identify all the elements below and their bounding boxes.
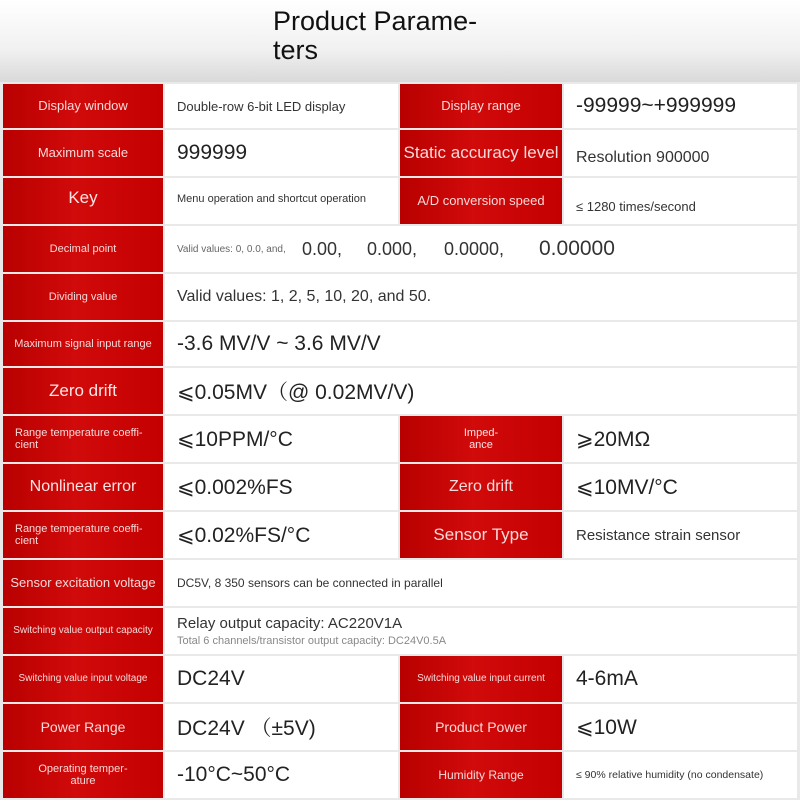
value-range-temperature-coefficient: ⩽10PPM/°C	[165, 416, 398, 462]
value-range-temperature-coefficient-2: ⩽0.02%FS/°C	[165, 512, 398, 558]
label-sensor-type: Sensor Type	[400, 512, 562, 558]
value-zero-drift: ⩽0.05MV（@ 0.02MV/V)	[165, 368, 797, 414]
label-range-temperature-coefficient: Range temperature coeffi- cient	[3, 416, 163, 462]
label-maximum-scale: Maximum scale	[3, 130, 163, 176]
page-header	[0, 0, 800, 82]
label-power-range: Power Range	[3, 704, 163, 750]
label-humidity-range: Humidity Range	[400, 752, 562, 798]
label-zero-drift: Zero drift	[3, 368, 163, 414]
parameters-table	[0, 82, 800, 800]
value-operating-temperature: -10°C~50°C	[165, 752, 398, 798]
label-impedance: Imped- ance	[400, 416, 562, 462]
value-switching-value-output-capacity	[165, 608, 797, 654]
label-key: Key	[3, 178, 163, 224]
label-sensor-excitation-voltage: Sensor excitation voltage	[3, 560, 163, 606]
decimal-value: 0.00,	[302, 238, 343, 259]
transistor-output-capacity: Total 6 channels/transistor output capacity: DC24V0.5A	[177, 635, 447, 647]
label-switching-value-output-capacity: Switching value output capacity	[3, 608, 163, 654]
label-zero-drift-2: Zero drift	[400, 464, 562, 510]
label-operating-temperature: Operating temper- ature	[3, 752, 163, 798]
page-title: Product Parame- ters	[273, 6, 478, 65]
label-range-temperature-coefficient-2: Range temperature coeffi- cient	[3, 512, 163, 558]
label-ad-conversion-speed: A/D conversion speed	[400, 178, 562, 224]
decimal-value: 0.000,	[367, 238, 418, 259]
value-display-range: -99999~+999999	[564, 84, 797, 128]
value-switching-value-input-voltage: DC24V	[165, 656, 398, 702]
value-humidity-range: ≤ 90% relative humidity (no condensate)	[564, 752, 797, 798]
value-maximum-signal-input-range: -3.6 MV/V ~ 3.6 MV/V	[165, 322, 797, 366]
label-nonlinear-error: Nonlinear error	[3, 464, 163, 510]
value-product-power: ⩽10W	[564, 704, 797, 750]
value-maximum-scale: 999999	[165, 130, 398, 176]
label-switching-value-input-voltage: Switching value input voltage	[3, 656, 163, 702]
relay-output-capacity: Relay output capacity: AC220V1A	[177, 615, 403, 632]
value-key: Menu operation and shortcut operation	[165, 178, 398, 224]
value-power-range: DC24V （±5V)	[165, 704, 398, 750]
label-maximum-signal-input-range: Maximum signal input range	[3, 322, 163, 366]
decimal-value: 0.0000,	[444, 238, 505, 259]
value-ad-conversion-speed: ≤ 1280 times/second	[564, 178, 797, 224]
label-static-accuracy: Static accuracy level	[400, 130, 562, 176]
decimal-values	[177, 237, 615, 261]
value-sensor-excitation-voltage: DC5V, 8 350 sensors can be connected in parallel	[165, 560, 797, 606]
value-static-accuracy: Resolution 900000	[564, 130, 797, 176]
label-display-range: Display range	[400, 84, 562, 128]
label-dividing-value: Dividing value	[3, 274, 163, 320]
value-display-window: Double-row 6-bit LED display	[165, 84, 398, 128]
label-display-window: Display window	[3, 84, 163, 128]
label-switching-value-input-current: Switching value input current	[400, 656, 562, 702]
value-dividing-value: Valid values: 1, 2, 5, 10, 20, and 50.	[165, 274, 797, 320]
label-product-power: Product Power	[400, 704, 562, 750]
value-zero-drift-2: ⩽10MV/°C	[564, 464, 797, 510]
decimal-prefix: Valid values: 0, 0.0, and,	[177, 243, 286, 255]
label-decimal-point: Decimal point	[3, 226, 163, 272]
decimal-value: 0.00000	[539, 237, 615, 260]
value-sensor-type: Resistance strain sensor	[564, 512, 797, 558]
value-nonlinear-error: ⩽0.002%FS	[165, 464, 398, 510]
value-switching-value-input-current: 4-6mA	[564, 656, 797, 702]
value-impedance: ⩾20MΩ	[564, 416, 797, 462]
value-decimal-point	[165, 226, 797, 272]
